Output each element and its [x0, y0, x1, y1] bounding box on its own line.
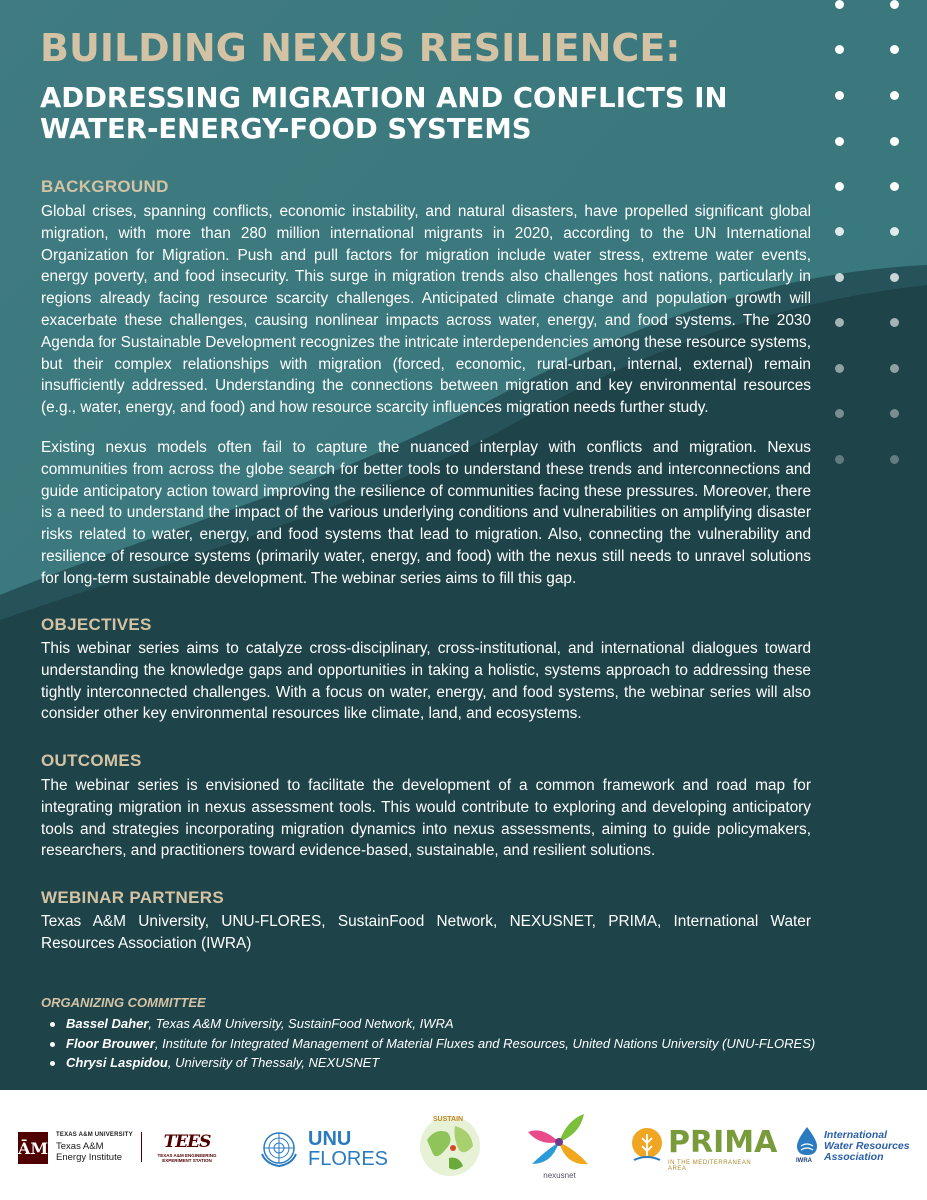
partners-heading: WEBINAR PARTNERS [41, 888, 224, 907]
iwra-line1: International [824, 1129, 888, 1141]
sustain-label: SUSTAIN [432, 1116, 464, 1123]
logo-divider [141, 1132, 142, 1162]
nexusnet-logo [522, 1112, 597, 1178]
flores-label: FLORES [308, 1148, 389, 1170]
prima-label: PRIMA [668, 1125, 778, 1160]
tx-energy-line1: Texas A&M [56, 1141, 104, 1152]
unu-flores-logo [258, 1128, 389, 1170]
nexusnet-leaves-icon [522, 1112, 597, 1168]
tx-energy-line2: Energy Institute [56, 1152, 123, 1163]
iwra-line3: Association [824, 1151, 884, 1163]
prima-logo [630, 1125, 778, 1172]
iwra-logo [795, 1126, 920, 1170]
objectives-heading: OBJECTIVES [41, 615, 152, 634]
un-globe-icon [258, 1128, 300, 1168]
background-heading: BACKGROUND [41, 177, 169, 196]
committee-list [48, 1014, 918, 1073]
nexusnet-label: nexusnet [543, 1171, 576, 1180]
water-drop-icon [795, 1126, 819, 1156]
partners-paragraph: Texas A&M University, UNU-FLORES, SustainFood Network, NEXUSNET, PRIMA, International Water Resources Association (IWRA) [41, 913, 811, 952]
committee-member: Floor Brouwer, Institute for Integrated Management of Material Fluxes and Resources, United Nations University (UNU-FLORES) [48, 1034, 918, 1054]
page-subtitle: ADDRESSING MIGRATION AND CONFLICTS IN WATER-ENERGY-FOOD SYSTEMS [40, 82, 728, 145]
sustain-globe-icon [415, 1110, 485, 1178]
tees-logo [152, 1132, 222, 1164]
partner-logo-bar [0, 1090, 927, 1200]
committee-member: Chrysi Laspidou, University of Thessaly, NEXUSNET [48, 1053, 918, 1073]
unu-label: UNU [308, 1128, 352, 1150]
iwra-abbr: IWRA [796, 1158, 812, 1164]
background-paragraph-1: Global crises, spanning conflicts, economic instability, and natural disasters, have propelled significant global migration, with more than 280 million international migrants in 2020, according to the UN International Organization for Migration. Push and pull factors for migration include water stress, extreme water events, energy poverty, and food insecurity. This surge in migration trends also challenges host nations, particularly in regions already facing resource scarcity challenges. Anticipated climate change and population growth will exacerbate these challenges, causing nonlinear impacts across water, energy, and food systems. The 2030 Agenda for Sustainable Development recognizes the intricate interdependencies among these resource systems, but their complex relationships with migration (forced, economic, rural-urban, internal, external) remain insufficiently addressed. Understanding the connections between migration and key environmental resources (e.g., water, energy, and food) and how resource scarcity influences migration needs further study. [41, 203, 811, 417]
prima-subtitle: IN THE MEDITERRANEAN AREA [668, 1160, 752, 1172]
outcomes-paragraph: The webinar series is envisioned to facilitate the development of a common framework and road map for integrating migration in nexus assessment tools. This would contribute to exploring and developing anticipatory tools and strategies incorporating migration dynamics into nexus assessments, aiming to guide policymakers, researchers, and practitioners toward evidence-based, sustainable, and resilient solutions. [41, 777, 811, 860]
tees-line1: TEXAS A&M ENGINEERING [157, 1153, 217, 1158]
sustainfood-logo [415, 1110, 485, 1178]
background-paragraph-2: Existing nexus models often fail to capture the nuanced interplay with conflicts and migration. Nexus communities from across the globe search for better tools to understand these trends and interconnections and guide anticipatory action toward improving the resilience of communities facing these pressures. Moreover, there is a need to understand the impact of the various underlying conditions and vulnerabilities on amplifying disaster risks related to water, energy, and food systems that lead to migration. Also, connecting the vulnerability and resilience of resource systems (primarily water, energy, and food) with the nexus still needs to unravel solutions for long-term sustainable development. The webinar series aims to fill this gap. [41, 439, 811, 587]
committee-heading: ORGANIZING COMMITTEE [41, 995, 206, 1010]
outcomes-heading: OUTCOMES [41, 751, 142, 770]
decorative-dots [830, 0, 910, 470]
page-title: BUILDING NEXUS RESILIENCE: [40, 26, 681, 70]
tees-line2: EXPERIMENT STATION [162, 1158, 212, 1163]
iwra-line2: Water Resources [824, 1140, 910, 1152]
committee-member: Bassel Daher, Texas A&M University, SustainFood Network, IWRA [48, 1014, 918, 1034]
objectives-paragraph: This webinar series aims to catalyze cross-disciplinary, cross-institutional, and international dialogues toward understanding the knowledge gaps and opportunities in taking a holistic, systems approach to addressing these tightly interconnected challenges. With a focus on water, energy, and food systems, the webinar series will also consider other key environmental resources like climate, land, and ecosystems. [41, 640, 811, 723]
svg-text:ĀM: ĀM [18, 1139, 48, 1158]
prima-sun-icon [630, 1126, 664, 1166]
tx-university-label: TEXAS A&M UNIVERSITY [56, 1132, 133, 1138]
texas-am-energy-logo [18, 1130, 133, 1166]
tees-mark: TEES [163, 1132, 211, 1152]
atm-mark-icon [18, 1132, 48, 1164]
